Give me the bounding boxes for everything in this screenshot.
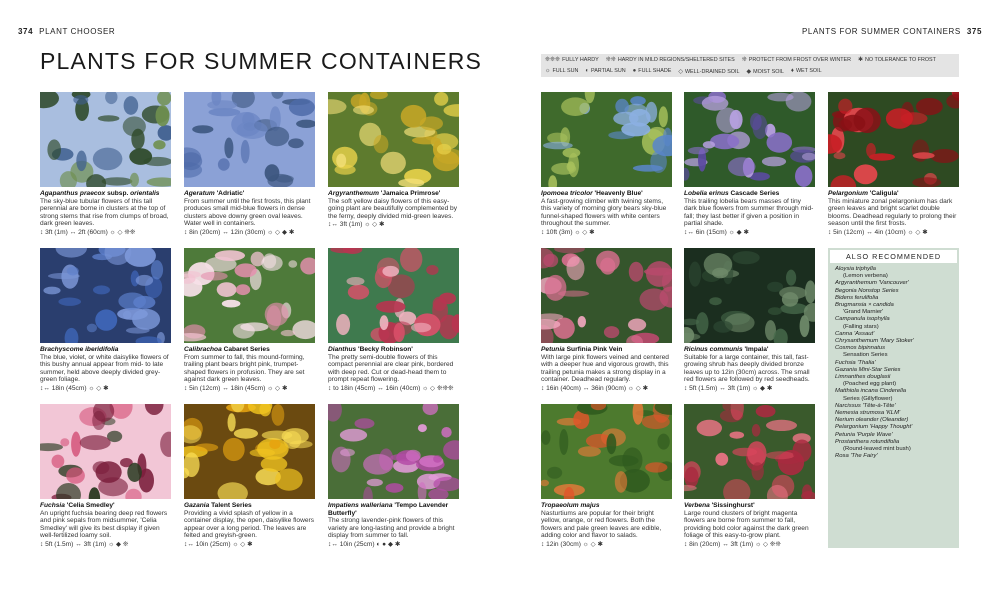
- plant-size-symbols: ↕↔ 10in (25cm) ◐ ● ◆ ✱: [328, 540, 401, 548]
- recommended-name: Cosmos bipinnatus: [835, 345, 886, 352]
- recommended-item: [835, 280, 953, 287]
- plant-name-botanical: Ipomoea tricolor: [541, 190, 593, 197]
- plant-name-cultivar: 'Adriatic': [214, 190, 245, 197]
- legend-row-conditions: [541, 66, 959, 78]
- recommended-item: [835, 316, 953, 330]
- plant-name-botanical: Tropaeolum majus: [541, 502, 600, 509]
- plant-name-cultivar: 'Tempo Lavender Butterfly': [328, 502, 449, 517]
- recommended-item: [835, 424, 953, 431]
- plant-description: From summer until the first frosts, this plant produces small mid-blue flowers in dense clusters above downy green oval leaves. Water well in containers.: [184, 197, 311, 228]
- plant-photo: [328, 248, 459, 343]
- legend-item: [791, 68, 822, 74]
- plant-photo: [40, 92, 171, 187]
- plant-entry: [684, 92, 815, 237]
- plant-size-symbols: ↕ 5in (12cm) ↔ 4in (10cm) ☼ ◇ ✱: [828, 228, 928, 236]
- recommended-name: Aloysia triphylla: [835, 266, 876, 272]
- recommended-item: [835, 417, 953, 424]
- page-title: PLANTS FOR SUMMER CONTAINERS: [40, 48, 483, 74]
- plant-description: This miniature zonal pelargonium has dark green leaves and bright scarlet double blooms. Deadhead regularly to prolong their season until the first frosts.: [828, 197, 957, 228]
- plant-entry: [828, 92, 959, 237]
- legend-item: [747, 68, 784, 75]
- plant-entry: [328, 404, 459, 549]
- plant-name-cultivar: 'Celia Smedley': [64, 502, 115, 509]
- plant-description: Providing a vivid splash of yellow in a container display, the open, daisylike flowers appear over a long period. The leaves are felted and greyish-green.: [184, 509, 314, 540]
- plant-name: [684, 346, 815, 354]
- plant-description: This trailing lobelia bears masses of tiny dark blue flowers from summer through mid-fall; they last better if given a position in partial shade.: [684, 197, 814, 228]
- legend-item: [858, 56, 936, 63]
- legend-item: [678, 68, 739, 75]
- legend-symbol-icon: ❊❊❊: [545, 57, 561, 64]
- plant-size-symbols: ↕↔ 18in (45cm) ☼ ◇ ✱: [40, 384, 109, 392]
- plant-size-symbols: ↕ 5ft (1.5m) ↔ 3ft (1m) ☼ ◆ ✱: [684, 384, 773, 392]
- legend-item: [545, 68, 578, 74]
- plant-description: The strong lavender-pink flowers of this variety are long-lasting and provide a bright display from summer to fall.: [328, 517, 455, 540]
- page-number-right: 375: [966, 27, 982, 36]
- recommended-item: [835, 295, 953, 302]
- recommended-item: [835, 403, 953, 410]
- recommended-subname: (Poached egg plant): [843, 381, 897, 388]
- legend-row-hardiness: [541, 54, 959, 66]
- recommended-name: Narcissus 'Tête-à-Tête': [835, 402, 896, 409]
- recommended-item: [835, 439, 953, 453]
- plant-photo: [328, 404, 459, 499]
- legend-label: PARTIAL SUN: [591, 68, 626, 75]
- plant-entry: [184, 248, 315, 393]
- plant-name-botanical: Impatiens walleriana: [328, 502, 393, 509]
- plant-description: From summer to fall, this mound-forming, trailing plant bears bright pink, trumpet-shaped flowers in profusion. They are set against dark green leaves.: [184, 353, 305, 384]
- plant-size-symbols: ↕ to 18in (45cm) ↔ 16in (40cm) ☼ ◇ ❊❊❊: [328, 384, 454, 392]
- plant-size-symbols: ↕ 5ft (1.5m) ↔ 3ft (1m) ☼ ◆ ❊: [40, 540, 129, 548]
- legend-item: [585, 68, 625, 74]
- plant-name-botanical: Ageratum: [184, 190, 215, 197]
- recommended-name: Begonia Nonstop Series: [835, 287, 899, 294]
- plant-name-botanical: Lobelia erinus: [684, 190, 729, 197]
- plant-name: [541, 346, 672, 354]
- legend-label: PROTECT FROM FROST OVER WINTER: [748, 57, 851, 64]
- plant-name-cultivar: 'Becky Robinson': [356, 346, 413, 353]
- legend-symbol-icon: ☼: [545, 68, 551, 75]
- plant-name: [684, 502, 815, 510]
- plant-entry: [40, 92, 171, 237]
- recommended-subname: (Falling stars): [843, 323, 879, 330]
- plant-entry: [328, 92, 459, 229]
- plant-name-botanical: Gazania: [184, 502, 210, 509]
- plant-photo: [184, 404, 315, 499]
- recommended-name: Matthiola incana Cinderella: [835, 388, 907, 395]
- plant-name: [328, 346, 459, 354]
- recommended-item: [835, 331, 953, 338]
- recommended-subname: (Round-leaved mint bush): [843, 446, 911, 453]
- recommended-name: Campanula isophylla: [835, 316, 890, 323]
- recommended-subname: (Lemon verbena): [843, 273, 888, 280]
- plant-description: The blue, violet, or white daisylike flowers of this bushy annual appear from mid- to late summer, held above deeply divided grey-green foliage.: [40, 353, 169, 384]
- recommended-item: [835, 345, 953, 359]
- plant-name: [328, 190, 459, 198]
- legend-label: FULLY HARDY: [562, 57, 599, 64]
- legend-label: MOIST SOIL: [753, 68, 784, 75]
- plant-description: A fast-growing climber with twining stems, this variety of morning glory bears sky-blue funnel-shaped flowers with white centers throughout the summer.: [541, 197, 667, 228]
- legend-label: HARDY IN MILD REGIONS/SHELTERED SITES: [617, 57, 735, 64]
- legend-label: WELL-DRAINED SOIL: [684, 68, 740, 75]
- plant-name: [541, 502, 672, 510]
- plant-size-symbols: ↕ 3ft (1m) ↔ 2ft (60cm) ☼ ◇ ❊❊: [40, 228, 136, 236]
- legend-symbol-icon: ◆: [746, 68, 752, 75]
- recommended-item: [835, 388, 953, 402]
- recommended-name: Chrysanthemum 'Mary Stoker': [835, 338, 914, 345]
- plant-name-botanical: Petunia: [541, 346, 565, 353]
- legend-symbol-icon: ●: [632, 68, 637, 75]
- plant-description: Large round clusters of bright magenta flowers are borne from summer to fall, providing bold color against the dark green foliage of this easy-to-grow plant.: [684, 509, 809, 540]
- recommended-name: Argyranthemum 'Vancouver': [835, 280, 909, 287]
- plant-photo: [684, 248, 815, 343]
- plant-photo: [828, 92, 959, 187]
- also-recommended-heading: ALSO RECOMMENDED: [830, 250, 957, 263]
- legend-label: NO TOLERANCE TO FROST: [865, 57, 936, 64]
- plant-photo: [40, 248, 171, 343]
- plant-name-cultivar: 'Caligula': [867, 190, 899, 197]
- plant-photo: [541, 92, 672, 187]
- plant-entry: [684, 404, 815, 549]
- legend-label: FULL SHADE: [638, 68, 672, 75]
- legend-symbol-icon: ◐: [585, 68, 589, 75]
- plant-size-symbols: ↕ 10ft (3m) ☼ ◇ ✱: [541, 228, 595, 236]
- recommended-name: Bidens ferulifolia: [835, 294, 879, 301]
- plant-photo: [328, 92, 459, 187]
- plant-description: With large pink flowers veined and centered with a deeper hue and vigorous growth, this trailing petunia makes a strong display in a container. Deadhead regularly.: [541, 353, 669, 384]
- recommended-item: [835, 360, 953, 367]
- recommended-subname: Series (Gillyflower): [843, 395, 893, 402]
- section-label: PLANT CHOOSER: [39, 27, 116, 36]
- plant-name-cultivar: Talent Series: [209, 502, 252, 509]
- plant-entry: [40, 248, 171, 393]
- recommended-name: Brugmansia × candida: [835, 302, 894, 309]
- plant-name-botanical: Brachyscome iberidifolia: [40, 346, 119, 353]
- recommended-item: [835, 374, 953, 388]
- recommended-name: Nemesia strumosa 'KLM': [835, 410, 901, 417]
- recommended-item: [835, 432, 953, 439]
- recommended-name: Rosa 'The Fairy': [835, 453, 878, 460]
- legend-symbol-icon: ◇: [678, 68, 683, 75]
- recommended-name: Canna 'Assaut': [835, 330, 875, 337]
- recommended-name: Petunia 'Purple Wave': [835, 431, 893, 438]
- plant-name-cultivar: 'Heavenly Blue': [592, 190, 643, 197]
- recommended-item: [835, 453, 953, 460]
- plant-entry: [684, 248, 815, 393]
- plant-name-cultivar: 'Jamaica Primrose': [378, 190, 441, 197]
- legend-symbol-icon: ❊❊: [605, 57, 616, 64]
- plant-name: [684, 190, 815, 198]
- plant-photo: [184, 92, 315, 187]
- recommended-name: Fuchsia 'Thalia': [835, 359, 876, 366]
- plant-entry: [184, 404, 315, 549]
- plant-name-botanical-2: orientalis: [130, 190, 160, 197]
- plant-name-botanical: Agapanthus praecox: [40, 190, 106, 197]
- plant-name-botanical: Fuchsia: [40, 502, 65, 509]
- plant-size-symbols: ↕ 8in (20cm) ↔ 12in (30cm) ☼ ◇ ◆ ✱: [184, 228, 295, 236]
- plant-name: [40, 190, 171, 198]
- legend-symbol-icon: ❊: [741, 57, 747, 64]
- plant-size-symbols: ↕ 12in (30cm) ☼ ◇ ✱: [541, 540, 604, 548]
- plant-name: [40, 502, 171, 510]
- plant-name-botanical: Argyranthemum: [328, 190, 379, 197]
- recommended-item: [835, 266, 953, 280]
- plant-name-cultivar: Cascade Series: [728, 190, 780, 197]
- recommended-item: [835, 288, 953, 295]
- plant-size-symbols: ↕↔ 10in (25cm) ☼ ◇ ✱: [184, 540, 253, 548]
- plant-name-botanical: Pelargonium: [828, 190, 868, 197]
- plant-photo: [40, 404, 171, 499]
- legend-symbol-icon: ♦: [790, 68, 794, 75]
- legend-item: [545, 56, 599, 63]
- legend-label: FULL SUN: [552, 68, 579, 75]
- recommended-name: Limnanthes douglasii: [835, 374, 891, 381]
- legend-label: WET SOIL: [795, 68, 822, 75]
- plant-description: The sky-blue tubular flowers of this tall perennial are borne in clusters at the top of strong stems that rise from clumps of broad, dark green leaves.: [40, 197, 169, 228]
- plant-entry: [541, 248, 672, 393]
- plant-name: [184, 190, 315, 198]
- running-head: PLANTS FOR SUMMER CONTAINERS: [801, 27, 961, 36]
- plant-entry: [40, 404, 171, 549]
- recommended-item: [835, 302, 953, 316]
- plant-photo: [184, 248, 315, 343]
- plant-name: [828, 190, 959, 198]
- plant-description: The pretty semi-double flowers of this compact perennial are clear pink, bordered with deep red. Cut or dead-head them to prompt repeat flowering.: [328, 353, 454, 384]
- plant-entry: [541, 404, 672, 549]
- plant-name: [541, 190, 672, 198]
- plant-name: [40, 346, 171, 354]
- recommended-item: [835, 338, 953, 345]
- plant-name: [184, 502, 315, 510]
- plant-name-cultivar: 'Impala': [742, 346, 769, 353]
- plant-entry: [184, 92, 315, 237]
- legend-item: [742, 56, 851, 63]
- plant-entry: [541, 92, 672, 237]
- legend-item: [633, 68, 672, 74]
- plant-name-botanical: Calibrachoa: [184, 346, 222, 353]
- plant-name-botanical: Dianthus: [328, 346, 357, 353]
- plant-description: The soft yellow daisy flowers of this easy-going plant are beautifully complemented by the ferny, deeply divided mid-green leaves.: [328, 197, 458, 220]
- plant-entry: [328, 248, 459, 393]
- plant-description: Suitable for a large container, this tall, fast-growing shrub has deeply divided bronze leaves up to 12in (30cm) across. The small red flowers are followed by red seedheads.: [684, 353, 810, 384]
- legend-item: [606, 56, 735, 63]
- plant-photo: [541, 248, 672, 343]
- legend-symbol-icon: ✱: [858, 57, 864, 64]
- plant-size-symbols: ↕↔ 6in (15cm) ☼ ◆ ✱: [684, 228, 750, 236]
- also-recommended-list: [828, 266, 959, 460]
- plant-name: [328, 502, 459, 517]
- plant-photo: [684, 404, 815, 499]
- plant-name-cultivar: subsp.: [105, 190, 131, 197]
- recommended-item: [835, 367, 953, 374]
- plant-name-cultivar: 'Sissinghurst': [709, 502, 755, 509]
- plant-size-symbols: ↕ 16in (40cm) ↔ 36in (90cm) ☼ ◇ ✱: [541, 384, 649, 392]
- plant-name-cultivar: Cabaret Series: [221, 346, 270, 353]
- plant-description: An upright fuchsia bearing deep red flowers and pink sepals from midsummer, 'Celia Smedley' will give its best display if given well-fertilized loamy soil.: [40, 509, 168, 540]
- folio-right: [802, 27, 982, 36]
- plant-photo: [541, 404, 672, 499]
- plant-size-symbols: ↕ 5in (12cm) ↔ 18in (45cm) ☼ ◇ ✱: [184, 384, 288, 392]
- recommended-item: [835, 410, 953, 417]
- recommended-name: Prostanthera rotundifolia: [835, 438, 900, 445]
- also-recommended-box: [828, 248, 959, 548]
- recommended-name: Gazania Mini-Star Series: [835, 366, 901, 373]
- recommended-name: Pelargonium 'Happy Thought': [835, 424, 913, 431]
- plant-size-symbols: ↕ 8in (20cm) ↔ 3ft (1m) ☼ ◇ ❊❊: [684, 540, 781, 548]
- recommended-subname: 'Grand Marnier': [843, 309, 884, 316]
- plant-size-symbols: ↕↔ 3ft (1m) ☼ ◇ ✱: [328, 221, 385, 229]
- plant-name-botanical: Ricinus communis: [684, 346, 743, 353]
- plant-name: [184, 346, 315, 354]
- folio-left: [18, 27, 115, 36]
- recommended-subname: Sensation Series: [843, 352, 888, 359]
- page-number-left: 374: [18, 27, 34, 36]
- plant-name-cultivar: Surfinia Pink Vein: [564, 346, 623, 353]
- plant-photo: [684, 92, 815, 187]
- recommended-name: Nerium oleander (Oleander): [835, 417, 909, 424]
- symbol-legend: [541, 54, 959, 77]
- plant-name-botanical: Verbena: [684, 502, 710, 509]
- plant-description: Nasturtiums are popular for their bright yellow, orange, or red flowers. Both the flowers and pale green leaves are edible, adding color and flavor to salads.: [541, 509, 662, 540]
